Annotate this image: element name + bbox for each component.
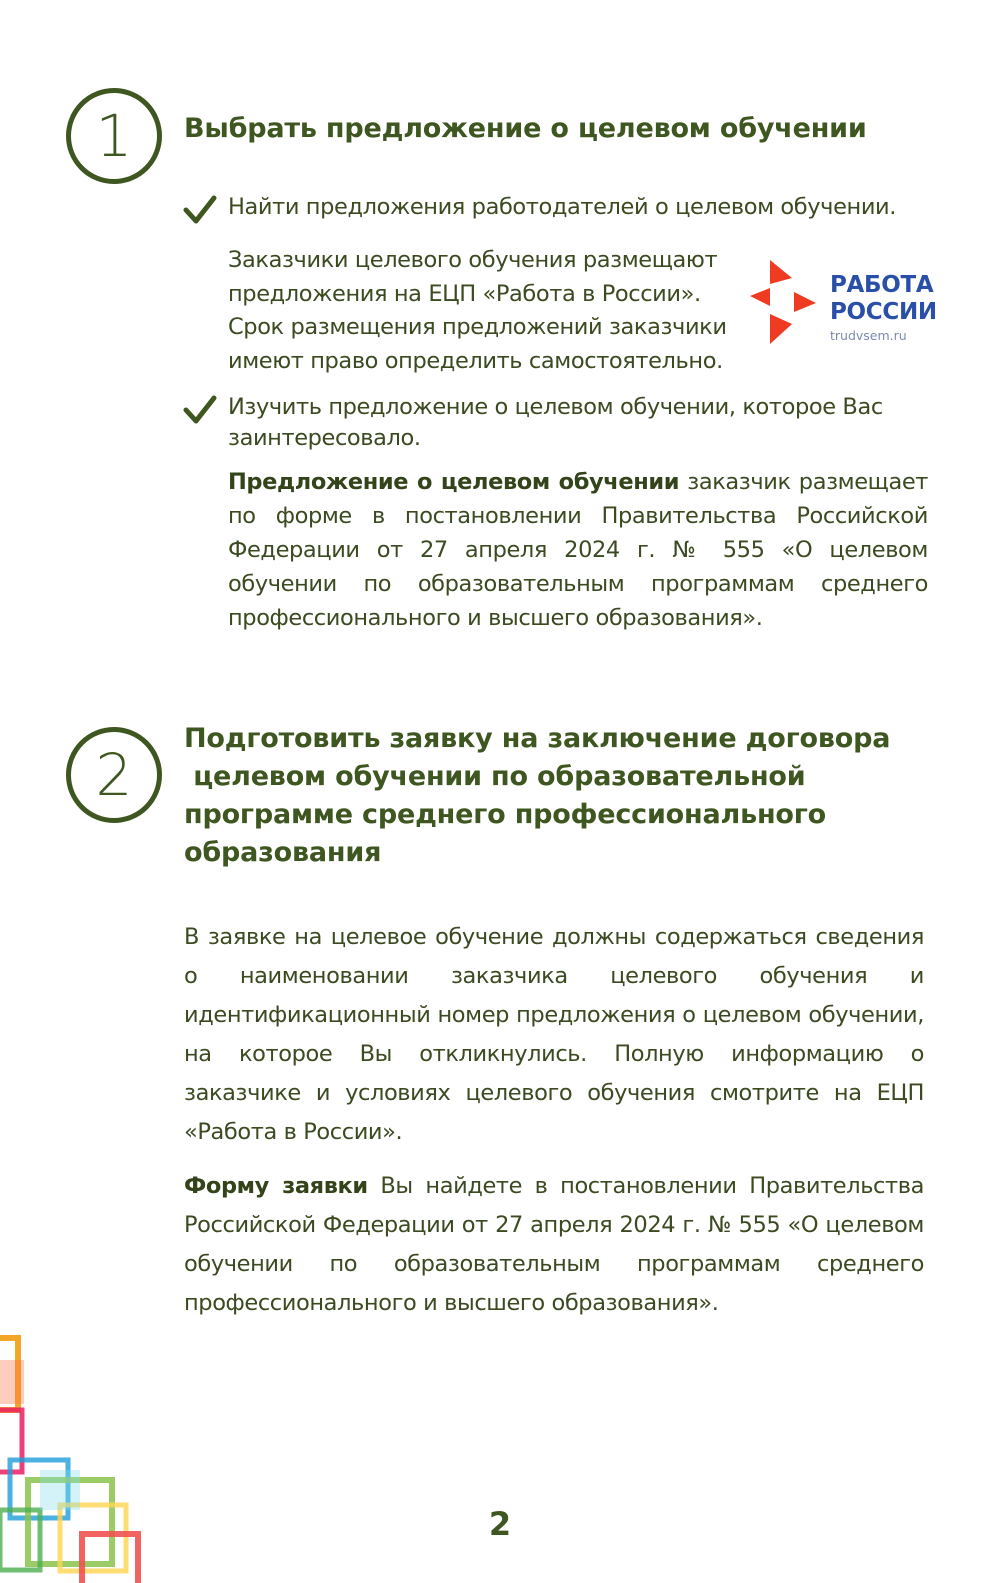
page-number: 2 bbox=[488, 1505, 512, 1543]
note-2-bold: Предложение о целевом обучении bbox=[228, 469, 680, 495]
title-line: целевом обучении по образовательной bbox=[184, 761, 806, 792]
step-1-title: Выбрать предложение о целевом обучении bbox=[184, 113, 867, 144]
bullet-line: Изучить предложение о целевом обучении, которое Вас bbox=[228, 394, 883, 420]
logo-url: trudvsem.ru bbox=[830, 328, 907, 343]
form-text: Вы найдете в постановлении Правительства Российской Федерации от 27 апреля 2024 г. № 555 «О целевом обучении по образовательным программам среднего профессионального и высшего образования». bbox=[184, 1173, 924, 1316]
step-1-bullet-2 bbox=[228, 392, 948, 454]
checkmark-icon bbox=[183, 193, 217, 227]
logo-arrows-icon bbox=[748, 258, 826, 350]
step-1-circle bbox=[66, 88, 162, 184]
logo-line-2: РОССИИ bbox=[830, 299, 937, 325]
step-2-circle bbox=[66, 727, 162, 823]
step-2-number: 2 bbox=[95, 741, 133, 809]
title-line: образования bbox=[184, 837, 382, 868]
step-1-note-2 bbox=[228, 465, 928, 635]
note-line: Срок размещения предложений заказчики bbox=[228, 314, 727, 340]
note-line: предложения на ЕЦП «Работа в России». bbox=[228, 280, 701, 307]
decorative-squares bbox=[0, 1330, 190, 1583]
note-line: имеют право определить самостоятельно. bbox=[228, 347, 723, 374]
note-2-text: заказчик размещает по форме в постановлении Правительства Российской Федерации от 27 апреля 2024 г. № 555 «О целевом обучении по образовательным программам среднего профессионального и высшего образования». bbox=[228, 469, 928, 631]
logo-wordmark bbox=[830, 272, 937, 326]
form-bold: Форму заявки bbox=[184, 1173, 368, 1199]
title-line: Подготовить заявку на заключение договора bbox=[184, 723, 891, 754]
step-2-title bbox=[184, 720, 944, 872]
logo-line-1: РАБОТА bbox=[830, 272, 934, 298]
step-1-bullet-1: Найти предложения работодателей о целевом обучении. bbox=[228, 194, 897, 220]
step-2-paragraph-2 bbox=[184, 1167, 924, 1323]
title-line: программе среднего профессионального bbox=[184, 799, 826, 830]
checkmark-icon bbox=[183, 393, 217, 427]
note-line: Заказчики целевого обучения размещают bbox=[228, 247, 718, 273]
step-1-note-1 bbox=[228, 244, 748, 378]
bullet-line: заинтересовало. bbox=[228, 425, 421, 451]
step-2-paragraph-1: В заявке на целевое обучение должны содержаться сведения о наименовании заказчика целевого обучения и идентификационный номер предложения о целевом обучении, на которое Вы откликнулись. Полную информацию о заказчике и условиях целевого обучения смотрите на ЕЦП «Работа в России». bbox=[184, 924, 924, 1145]
rabota-rossii-logo bbox=[748, 258, 938, 350]
step-1-number: 1 bbox=[95, 102, 133, 170]
